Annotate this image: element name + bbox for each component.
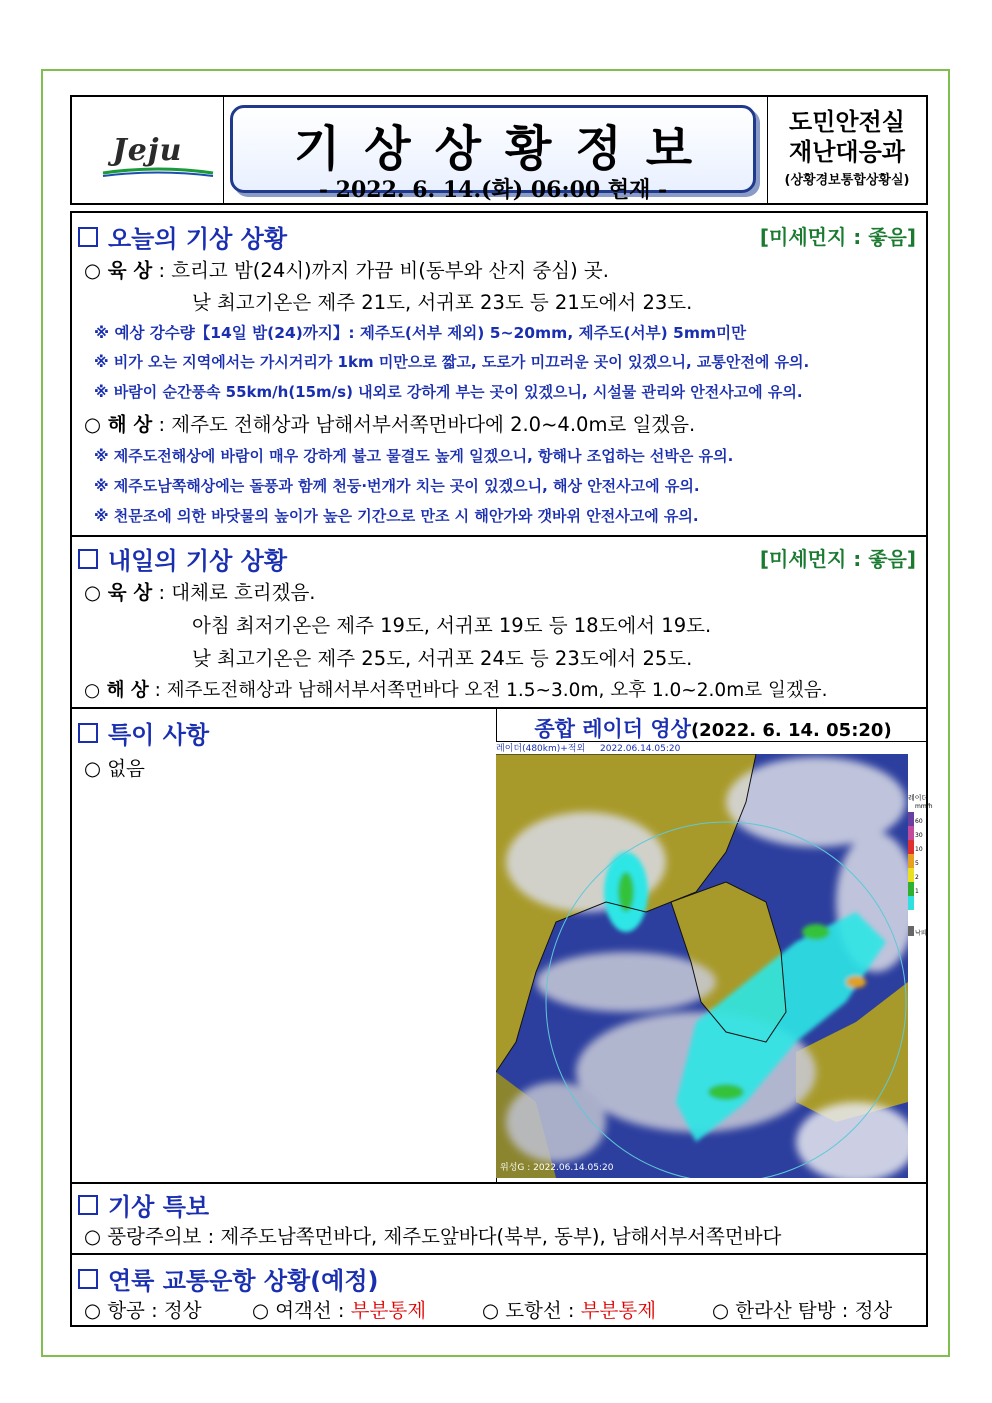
tomorrow-dust-status: [미세먼지 : 좋음] bbox=[759, 547, 916, 571]
header bbox=[70, 95, 928, 205]
today-land-line: ○ 육 상 : 흐리고 밤(24시)까지 가끔 비(동부와 산지 중심) 곳. bbox=[84, 259, 609, 282]
legend-value: 5 bbox=[915, 860, 919, 867]
radar-image-label: 레이더(480km)+적외 bbox=[496, 744, 586, 754]
divider bbox=[72, 1182, 926, 1184]
legend-value: 1 bbox=[915, 888, 919, 895]
radar-title: 종합 레이더 영상(2022. 6. 14. 05:20) bbox=[534, 717, 892, 741]
today-note-3: ※ 바람이 순간풍속 55km/h(15m/s) 내외로 강하게 부는 곳이 있겠으니, 시설물 관리와 안전사고에 유의. bbox=[94, 383, 803, 401]
dept-name-2: 재난대응과 bbox=[789, 138, 905, 166]
checkbox-square-icon bbox=[78, 723, 98, 743]
checkbox-square-icon bbox=[78, 549, 98, 569]
today-note-4: ※ 제주도전해상에 바람이 매우 강하게 불고 물결도 높게 일겠으니, 항해나 조업하는 선박은 유의. bbox=[94, 447, 734, 465]
traffic-island-ferry: ○ 도항선 : 부분통제 bbox=[482, 1299, 657, 1322]
today-note-5: ※ 제주도남쪽해상에는 돌풍과 함께 천둥·번개가 치는 곳이 있겠으니, 해상 안전사고에 유의. bbox=[94, 477, 700, 495]
traffic-air: ○ 항공 : 정상 bbox=[84, 1299, 202, 1322]
today-note-1: ※ 예상 강수량【14일 밤(24)까지】: 제주도(서부 제외) 5~20mm, 제주도(서부) 5mm미만 bbox=[94, 324, 747, 342]
radar-image-footer: 위성G : 2022.06.14.05:20 bbox=[500, 1163, 614, 1173]
radar-image bbox=[496, 741, 933, 1177]
legend-unit: mm/h bbox=[915, 803, 933, 810]
radar-image-time: 2022.06.14.05:20 bbox=[600, 744, 681, 754]
special-section-title: 특이 사항 bbox=[78, 715, 209, 750]
divider bbox=[72, 1253, 926, 1255]
logo-swoosh-icon bbox=[103, 167, 213, 177]
checkbox-square-icon bbox=[78, 227, 98, 247]
today-sea-line: ○ 해 상 : 제주도 전해상과 남해서부서쪽먼바다에 2.0~4.0m로 일겠음. bbox=[84, 413, 696, 436]
jeju-logo: Jeju bbox=[113, 133, 183, 168]
legend-value: 10 bbox=[915, 846, 923, 853]
traffic-hallasan: ○ 한라산 탐방 : 정상 bbox=[712, 1299, 893, 1322]
title-box bbox=[230, 105, 756, 203]
traffic-section-title: 연륙 교통운항 상황(예정) bbox=[78, 1261, 379, 1296]
traffic-ferry: ○ 여객선 : 부분통제 bbox=[252, 1299, 427, 1322]
tomorrow-sea-line: ○ 해 상 : 제주도전해상과 남해서부서쪽먼바다 오전 1.5~3.0m, 오후 1.0~2.0m로 일겠음. bbox=[84, 680, 828, 701]
dept-name-3: (상황경보통합상황실) bbox=[784, 173, 910, 188]
checkbox-square-icon bbox=[78, 1195, 98, 1215]
legend-value: 30 bbox=[915, 832, 923, 839]
checkbox-square-icon bbox=[78, 1269, 98, 1289]
today-dust-status: [미세먼지 : 좋음] bbox=[759, 225, 916, 249]
page-title: 기상상황정보 bbox=[293, 121, 717, 177]
today-land-line-2: 낮 최고기온은 제주 21도, 서귀포 23도 등 21도에서 23도. bbox=[192, 291, 693, 314]
page-date: - 2022. 6. 14.(화) 06:00 현재 - bbox=[318, 177, 668, 203]
warning-section-title: 기상 특보 bbox=[78, 1187, 209, 1222]
legend-value: 60 bbox=[915, 818, 923, 825]
legend-lightning: 낙뢰 bbox=[915, 930, 927, 937]
dept-name-1: 도민안전실 bbox=[789, 108, 905, 136]
department-cell bbox=[767, 97, 926, 203]
special-item: ○ 없음 bbox=[84, 757, 145, 780]
divider bbox=[72, 707, 926, 709]
tomorrow-land-line-2: 아침 최저기온은 제주 19도, 서귀포 19도 등 18도에서 19도. bbox=[192, 614, 712, 637]
main-table bbox=[70, 211, 933, 1327]
today-note-6: ※ 천문조에 의한 바닷물의 높이가 높은 기간으로 만조 시 해안가와 갯바위 안전사고에 유의. bbox=[94, 507, 699, 525]
tomorrow-section-title: 내일의 기상 상황 bbox=[78, 541, 287, 576]
logo-cell bbox=[72, 97, 224, 203]
radar-map bbox=[496, 742, 933, 1178]
legend-title: 레이더 bbox=[908, 794, 929, 802]
tomorrow-land-line-3: 낮 최고기온은 제주 25도, 서귀포 24도 등 23도에서 25도. bbox=[192, 647, 693, 670]
legend-value: 2 bbox=[915, 874, 919, 881]
today-section-title: 오늘의 기상 상황 bbox=[78, 219, 287, 254]
divider bbox=[72, 535, 926, 537]
tomorrow-land-line: ○ 육 상 : 대체로 흐리겠음. bbox=[84, 581, 316, 604]
today-note-2: ※ 비가 오는 지역에서는 가시거리가 1km 미만으로 짧고, 도로가 미끄러운 곳이 있겠으니, 교통안전에 유의. bbox=[94, 353, 810, 371]
warning-item: ○ 풍랑주의보 : 제주도남쪽먼바다, 제주도앞바다(북부, 동부), 남해서부서쪽먼바다 bbox=[84, 1225, 782, 1248]
